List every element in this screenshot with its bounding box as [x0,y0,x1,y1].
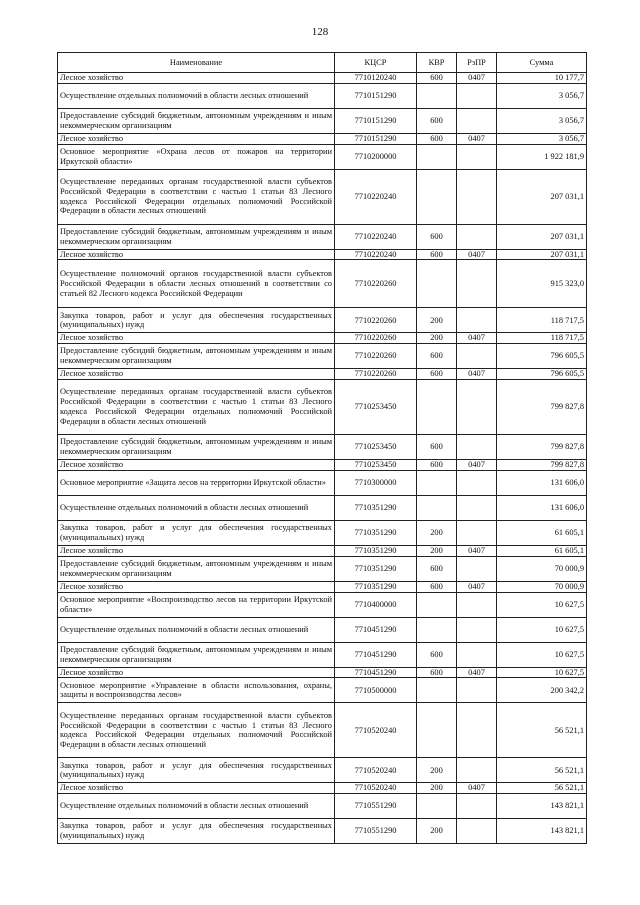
table-row [58,380,587,435]
cell-kvr [417,144,457,169]
cell-sum: 207 031,1 [497,224,587,249]
cell-name: Лесное хозяйство [58,581,335,592]
cell-sum: 10 627,5 [497,592,587,617]
cell-name: Закупка товаров, работ и услуг для обеспечения государственных (муниципальных) нужд [58,520,335,545]
table-row [58,333,587,344]
cell-rzpr [457,380,497,435]
cell-rzpr [457,617,497,642]
table-row [58,783,587,794]
header-sum: Сумма [497,53,587,73]
table-row [58,224,587,249]
table-row [58,344,587,369]
cell-rzpr [457,470,497,495]
cell-sum: 207 031,1 [497,249,587,260]
cell-sum: 143 821,1 [497,794,587,819]
table-row [58,133,587,144]
cell-name: Лесное хозяйство [58,783,335,794]
cell-code: 7710451290 [335,617,417,642]
cell-rzpr [457,520,497,545]
cell-code: 7710253450 [335,460,417,471]
cell-name: Основное мероприятие «Защита лесов на территории Иркутской области» [58,470,335,495]
cell-kvr [417,495,457,520]
cell-kvr [417,260,457,308]
table-row [58,642,587,667]
cell-name: Осуществление переданных органам государственной власти субъектов Российской Федерации в соответствии с частью 1 статьи 83 Лесного кодекса Российской Федерации отдельных полномочий Российской Федерации в области лесных отношений [58,380,335,435]
table-row [58,556,587,581]
cell-kvr [417,470,457,495]
cell-code: 7710151290 [335,108,417,133]
cell-kvr: 600 [417,460,457,471]
cell-name: Осуществление отдельных полномочий в области лесных отношений [58,495,335,520]
cell-rzpr [457,495,497,520]
table-row [58,73,587,84]
cell-rzpr [457,758,497,783]
cell-rzpr: 0407 [457,333,497,344]
table-row [58,520,587,545]
table-row [58,758,587,783]
cell-sum: 70 000,9 [497,581,587,592]
cell-name: Лесное хозяйство [58,460,335,471]
table-row [58,495,587,520]
cell-name: Лесное хозяйство [58,133,335,144]
cell-rzpr [457,642,497,667]
cell-code: 7710520240 [335,703,417,758]
cell-kvr: 600 [417,667,457,678]
cell-name: Закупка товаров, работ и услуг для обеспечения государственных (муниципальных) нужд [58,819,335,844]
cell-kvr: 600 [417,249,457,260]
cell-sum: 796 605,5 [497,344,587,369]
cell-code: 7710220240 [335,224,417,249]
table-row [58,581,587,592]
cell-sum: 131 606,0 [497,470,587,495]
cell-rzpr [457,83,497,108]
cell-kvr [417,83,457,108]
cell-code: 7710351290 [335,556,417,581]
table-row [58,470,587,495]
table-row [58,794,587,819]
cell-kvr: 200 [417,758,457,783]
table-row [58,678,587,703]
cell-rzpr [457,308,497,333]
cell-name: Лесное хозяйство [58,369,335,380]
cell-name: Лесное хозяйство [58,667,335,678]
cell-sum: 61 605,1 [497,545,587,556]
table-row [58,667,587,678]
cell-code: 7710551290 [335,794,417,819]
cell-kvr: 600 [417,73,457,84]
header-rzpr: РзПР [457,53,497,73]
cell-sum: 1 922 181,9 [497,144,587,169]
cell-name: Лесное хозяйство [58,545,335,556]
cell-sum: 799 827,8 [497,460,587,471]
cell-code: 7710351290 [335,545,417,556]
cell-rzpr [457,435,497,460]
table-row [58,83,587,108]
cell-kvr: 600 [417,108,457,133]
cell-name: Закупка товаров, работ и услуг для обеспечения государственных (муниципальных) нужд [58,758,335,783]
cell-code: 7710451290 [335,667,417,678]
cell-name: Предоставление субсидий бюджетным, автономным учреждениям и иным некоммерческим организациям [58,108,335,133]
table-row [58,819,587,844]
cell-code: 7710151290 [335,83,417,108]
cell-rzpr: 0407 [457,581,497,592]
cell-sum: 10 627,5 [497,642,587,667]
cell-name: Лесное хозяйство [58,249,335,260]
cell-code: 7710500000 [335,678,417,703]
cell-name: Закупка товаров, работ и услуг для обеспечения государственных (муниципальных) нужд [58,308,335,333]
cell-kvr [417,617,457,642]
cell-code: 7710300000 [335,470,417,495]
cell-kvr: 600 [417,224,457,249]
cell-sum: 799 827,8 [497,435,587,460]
cell-code: 7710351290 [335,581,417,592]
table-row [58,703,587,758]
cell-kvr [417,794,457,819]
header-kcsr: КЦСР [335,53,417,73]
cell-code: 7710253450 [335,380,417,435]
table-row [58,435,587,460]
cell-kvr: 200 [417,308,457,333]
page-number: 128 [311,26,329,38]
cell-kvr: 200 [417,520,457,545]
cell-rzpr [457,169,497,224]
cell-name: Лесное хозяйство [58,73,335,84]
cell-rzpr [457,224,497,249]
cell-kvr [417,678,457,703]
table-header-row [58,53,587,73]
cell-kvr [417,592,457,617]
cell-code: 7710451290 [335,642,417,667]
table-row [58,108,587,133]
cell-kvr: 200 [417,819,457,844]
cell-rzpr [457,703,497,758]
table-row [58,545,587,556]
cell-name: Осуществление переданных органам государственной власти субъектов Российской Федерации в соответствии с частью 1 статьи 83 Лесного кодекса Российской Федерации отдельных полномочий Российской Федерации в области лесных отношений [58,703,335,758]
cell-rzpr: 0407 [457,545,497,556]
cell-rzpr [457,260,497,308]
cell-rzpr: 0407 [457,460,497,471]
cell-kvr: 600 [417,642,457,667]
cell-rzpr [457,144,497,169]
cell-sum: 56 521,1 [497,783,587,794]
cell-sum: 56 521,1 [497,703,587,758]
cell-code: 7710220260 [335,344,417,369]
cell-sum: 10 177,7 [497,73,587,84]
cell-code: 7710220260 [335,308,417,333]
table-row [58,144,587,169]
cell-sum: 131 606,0 [497,495,587,520]
cell-kvr: 600 [417,435,457,460]
cell-name: Предоставление субсидий бюджетным, автономным учреждениям и иным некоммерческим организациям [58,556,335,581]
header-kvr: КВР [417,53,457,73]
table-body [58,73,587,844]
cell-kvr: 200 [417,545,457,556]
cell-sum: 200 342,2 [497,678,587,703]
cell-code: 7710220260 [335,369,417,380]
cell-kvr: 600 [417,369,457,380]
cell-kvr: 600 [417,133,457,144]
cell-name: Основное мероприятие «Охрана лесов от пожаров на территории Иркутской области» [58,144,335,169]
cell-code: 7710120240 [335,73,417,84]
cell-sum: 70 000,9 [497,556,587,581]
cell-name: Осуществление отдельных полномочий в области лесных отношений [58,83,335,108]
cell-sum: 799 827,8 [497,380,587,435]
cell-sum: 10 627,5 [497,667,587,678]
cell-sum: 118 717,5 [497,333,587,344]
cell-rzpr: 0407 [457,369,497,380]
cell-rzpr [457,344,497,369]
cell-code: 7710253450 [335,435,417,460]
cell-sum: 143 821,1 [497,819,587,844]
cell-name: Осуществление отдельных полномочий в области лесных отношений [58,617,335,642]
cell-sum: 56 521,1 [497,758,587,783]
cell-code: 7710200000 [335,144,417,169]
table-row [58,169,587,224]
cell-sum: 915 323,0 [497,260,587,308]
budget-table [57,52,587,844]
cell-code: 7710520240 [335,758,417,783]
cell-name: Осуществление полномочий органов государственной власти субъектов Российской Федерации в области лесных отношений в соответствии со статьей 82 Лесного кодекса Российской Федерации [58,260,335,308]
cell-name: Лесное хозяйство [58,333,335,344]
cell-sum: 3 056,7 [497,108,587,133]
table-row [58,369,587,380]
cell-name: Основное мероприятие «Воспроизводство лесов на территории Иркутской области» [58,592,335,617]
cell-name: Предоставление субсидий бюджетным, автономным учреждениям и иным некоммерческим организациям [58,224,335,249]
cell-rzpr: 0407 [457,667,497,678]
table-row [58,460,587,471]
cell-kvr: 600 [417,344,457,369]
cell-code: 7710151290 [335,133,417,144]
cell-code: 7710220260 [335,333,417,344]
cell-name: Осуществление отдельных полномочий в области лесных отношений [58,794,335,819]
cell-rzpr: 0407 [457,133,497,144]
cell-code: 7710351290 [335,495,417,520]
cell-code: 7710520240 [335,783,417,794]
table-row [58,249,587,260]
cell-name: Осуществление переданных органам государственной власти субъектов Российской Федерации в соответствии с частью 1 статьи 83 Лесного кодекса Российской Федерации отдельных полномочий Российской Федерации в области лесных отношений [58,169,335,224]
cell-rzpr: 0407 [457,73,497,84]
cell-kvr [417,380,457,435]
cell-rzpr [457,794,497,819]
cell-sum: 10 627,5 [497,617,587,642]
cell-name: Предоставление субсидий бюджетным, автономным учреждениям и иным некоммерческим организациям [58,344,335,369]
cell-rzpr [457,592,497,617]
cell-name: Предоставление субсидий бюджетным, автономным учреждениям и иным некоммерческим организациям [58,435,335,460]
cell-kvr: 600 [417,556,457,581]
cell-sum: 61 605,1 [497,520,587,545]
cell-sum: 118 717,5 [497,308,587,333]
cell-sum: 207 031,1 [497,169,587,224]
cell-code: 7710400000 [335,592,417,617]
cell-code: 7710220240 [335,169,417,224]
cell-code: 7710220240 [335,249,417,260]
cell-rzpr [457,108,497,133]
cell-rzpr: 0407 [457,249,497,260]
cell-code: 7710220260 [335,260,417,308]
cell-sum: 3 056,7 [497,133,587,144]
table-row [58,308,587,333]
cell-code: 7710551290 [335,819,417,844]
cell-rzpr [457,819,497,844]
cell-rzpr [457,556,497,581]
cell-kvr: 600 [417,581,457,592]
cell-kvr: 200 [417,333,457,344]
cell-name: Предоставление субсидий бюджетным, автономным учреждениям и иным некоммерческим организациям [58,642,335,667]
cell-kvr: 200 [417,783,457,794]
header-name: Наименование [58,53,335,73]
table-row [58,592,587,617]
cell-name: Основное мероприятие «Управление в области использования, охраны, защиты и воспроизводства лесов» [58,678,335,703]
cell-rzpr: 0407 [457,783,497,794]
cell-kvr [417,703,457,758]
cell-kvr [417,169,457,224]
table-row [58,260,587,308]
cell-rzpr [457,678,497,703]
cell-sum: 3 056,7 [497,83,587,108]
cell-code: 7710351290 [335,520,417,545]
cell-sum: 796 605,5 [497,369,587,380]
table-row [58,617,587,642]
